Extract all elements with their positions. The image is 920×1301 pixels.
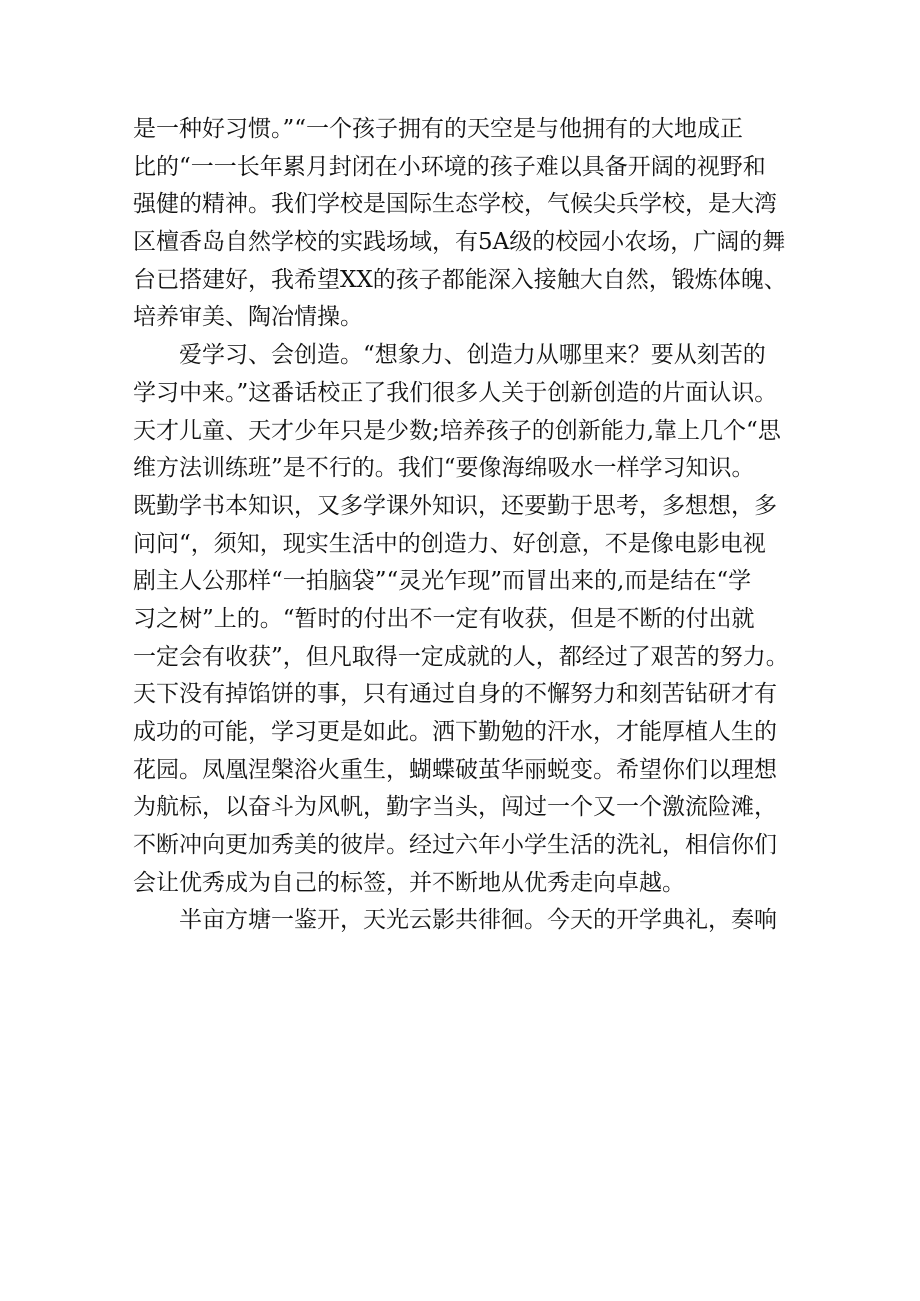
text-line-8: 学习中来。”这番话校正了我们很多人关于创新创造的片面认识。 <box>133 379 778 406</box>
text-line-20: 不断冲向更加秀美的彼岸。经过六年小学生活的洗礼，相信你们 <box>133 832 777 859</box>
text-line-18: 花园。凤凰涅槃浴火重生，蝴蝶破茧华丽蜕变。希望你们以理想 <box>133 756 777 783</box>
text-line-9: 天才儿童、天才少年只是少数;培养孩子的创新能力,靠上几个“思 <box>133 417 781 444</box>
text-line-11: 既勤学书本知识，又多学课外知识，还要勤于思考，多想想，多 <box>133 492 777 519</box>
text-line-3: 强健的精神。我们学校是国际生态学校，气候尖兵学校，是大湾 <box>133 191 777 218</box>
text-line-15: 一定会有收获”，但凡取得一定成就的人，都经过了艰苦的努力。 <box>133 643 789 670</box>
text-line-19: 为航标，以奋斗为风帆，勤字当头，闯过一个又一个激流险滩， <box>133 794 777 821</box>
text-line-13: 剧主人公那样“一拍脑袋”“灵光乍现”而冒出来的,而是结在“学 <box>133 568 752 595</box>
text-line-14: 习之树”上的。“暂时的付出不一定有收获，但是不断的付出就 <box>133 605 755 632</box>
text-line-12: 问问“，须知，现实生活中的创造力、好创意，不是像电影电视 <box>133 530 766 557</box>
text-line-16: 天下没有掉馅饼的事，只有通过自身的不懈努力和刻苦钻研才有 <box>133 681 777 708</box>
text-line-6: 培养审美、陶冶情操。 <box>133 304 363 331</box>
text-line-2: 比的“一一长年累月封闭在小环境的孩子难以具备开阔的视野和 <box>133 153 766 180</box>
text-line-17: 成功的可能，学习更是如此。洒下勤勉的汗水，才能厚植人生的 <box>133 719 777 745</box>
text-line-10: 维方法训练班”是不行的。我们“要像海绵吸水一样学习知识。 <box>133 455 755 482</box>
document-body <box>133 111 813 940</box>
text-line-7: 爱学习、会创造。“想象力、创造力从哪里来？要从刻苦的 <box>133 342 766 369</box>
text-line-4: 区檀香岛自然学校的实践场域，有5A级的校园小农场，广阔的舞 <box>133 229 786 256</box>
text-line-1: 是一种好习惯。”“一个孩子拥有的天空是与他拥有的大地成正 <box>133 116 744 142</box>
text-line-22: 半亩方塘一鉴开，天光云影共徘徊。今天的开学典礼，奏响 <box>133 907 777 934</box>
text-line-21: 会让优秀成为自己的标签，并不断地从优秀走向卓越。 <box>133 869 685 896</box>
text-line-5: 台已搭建好，我希望XX的孩子都能深入接触大自然，锻炼体魄、 <box>133 266 787 293</box>
